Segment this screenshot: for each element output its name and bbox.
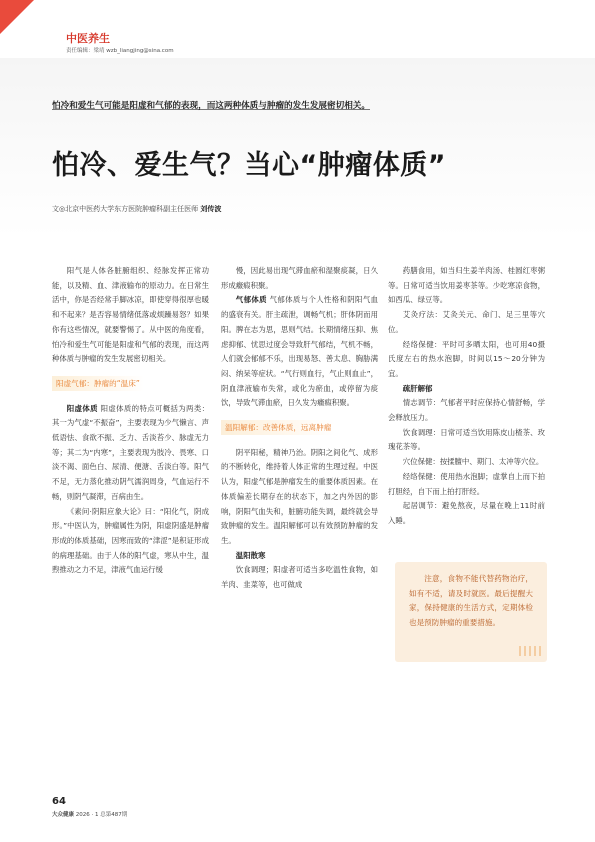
paragraph: 穴位保健：按揉膻中、期门、太冲等穴位。 [402,457,544,467]
paragraph-body: 阳虚体质的特点可概括为两类：其一为气虚“不振奋”，主要表现为少气懒言、声低语怯、食欲不振、乏力、舌淡苔少、脉虚无力等；其二为“内寒”，主要表现为肢冷、畏寒、口淡不渴、面色白、尿清、便溏、舌淡白等。阳气不足，无力蒸化推动阴气濡润周身，气血运行不畅，则阴气凝滞，百病由生。 [52,403,209,501]
column-2 [221,264,378,593]
article-title: 怕冷、爱生气？当心“肿瘤体质” [52,150,446,181]
paragraph: 慢，因此易出现气滞血瘀和湿聚痰凝，日久形成癥瘕积聚。 [221,266,378,290]
tip-text: 注意，食物不能代替药物治疗，如有不适，请及时就医。最后提醒大家，保持健康的生活方式，定期体检也是预防肿瘤的重要措施。 [409,574,533,627]
minor-heading: 疏肝解郁 [402,383,433,393]
minor-heading: 温阳散寒 [235,550,266,560]
magazine-name: 大众健康 [52,812,75,818]
corner-ribbon [0,0,34,34]
paragraph-body: 气郁体质与个人性格和阴阳气血的盛衰有关。肝主疏泄，调畅气机；肝体阴而用阳。脾在志为思，思则气结。长期情绪压抑、焦虑抑郁、忧思过度会导致肝气郁结，气机不畅，人们就会郁郁不乐，出现易怒、善太息、胸胁满闷、纳呆等症状。“气行则血行，气止则血止”，阴血津液输布失常，或化为瘀血，或停留为痰饮，导致气滞血瘀，日久发为癥瘕积聚。 [221,295,378,408]
subheading [52,377,209,392]
author-name: 刘传波 [200,205,222,213]
paragraph-heading: 气郁体质 [235,295,267,305]
tip-box [395,562,547,662]
paragraph: 经络保健：使用热水泡脚；虚掌自上而下拍打胆经，自下而上拍打肝经。 [388,471,545,496]
footer-info [52,810,127,818]
paragraph: 药膳食用，如当归生姜羊肉汤、桂圆红枣粥等。日常可适当饮用姜枣茶等。少吃寒凉食物，如西瓜、绿豆等。 [388,266,545,305]
paragraph: 饮食调理：日常可适当饮用陈皮山楂茶、玫瑰花茶等。 [388,427,545,452]
subheading-text: 温阳解郁：改善体质，远离肿瘤 [221,420,335,435]
issue-info: 2026 · 1 总第487期 [75,812,128,818]
paragraph: 艾灸疗法：艾灸关元、命门、足三里等穴位。 [388,310,545,334]
paragraph-heading: 阳虚体质 [66,403,98,413]
paragraph: 饮食调理；阳虚者可适当多吃温性食物，如羊肉、韭菜等，也可做成 [221,565,378,590]
paragraph [52,402,209,505]
paragraph: 阴平阳秘，精神乃治。阴阳之间化气、成形的不断转化，维持着人体正常的生理过程。中医认为，阳虚气郁是肿瘤发生的重要体质因素。在体质偏差长期存在的状态下，加之内外因的影响，阴阳气血失和，脏腑功能失调，最终就会导致肿瘤的发生。温阳解郁可以有效预防肿瘤的发生。 [221,447,378,545]
paragraph: 《素问·阴阳应象大论》曰：“阳化气，阴成形。”中医认为，肿瘤属性为阴，阳虚阴盛是肿瘤形成的体质基础，因寒而致的“津涩”是积证形成的病理基础。由于人体的阳气虚，寒从中生，温煦推动之力不足，津液气血运行缓 [52,506,209,575]
section-title: 中医养生 [66,32,110,45]
byline [52,204,221,214]
byline-prefix: 文◎北京中医药大学东方医院肿瘤科副主任医师 [52,205,199,213]
lead-paragraph [52,98,412,114]
paragraph: 情志调节：气郁者平时应保持心情舒畅，学会释放压力。 [388,398,545,423]
page-number: 64 [52,796,66,807]
subheading-text: 阳虚气郁：肿瘤的“温床” [52,376,144,391]
editor-credit: 责任编辑：梁靖 wzb_liangjing@sina.com [66,48,174,54]
lead-text: 怕冷和爱生气可能是阳虚和气郁的表现，而这两种体质与肿瘤的发生发展密切相关。 [52,101,370,111]
column-1 [52,264,209,578]
paragraph: 起居调节：避免熬夜，尽量在晚上11时前入睡。 [388,501,545,525]
column-3 [388,264,545,529]
paragraph: 经络保健：平时可多晒太阳，也可用40摄氏度左右的热水泡脚，时间以15～20分钟为宜。 [388,339,545,378]
decorative-dots [519,646,541,656]
paragraph [221,293,378,411]
subheading [221,421,378,436]
paragraph: 阳气是人体各脏腑组织、经脉发挥正常功能，以及精、血、津液输布的原动力。在日常生活中，你是否经常手脚冰凉，即使穿得很厚也暖和不起来？是否容易情绪低落或烦躁易怒？如果你有这些情况，就要警惕了。从中医的角度看，怕冷和爱生气可能是阳虚和气郁的表现，而这两种体质与肿瘤的发生发展密切相关。 [52,266,209,364]
